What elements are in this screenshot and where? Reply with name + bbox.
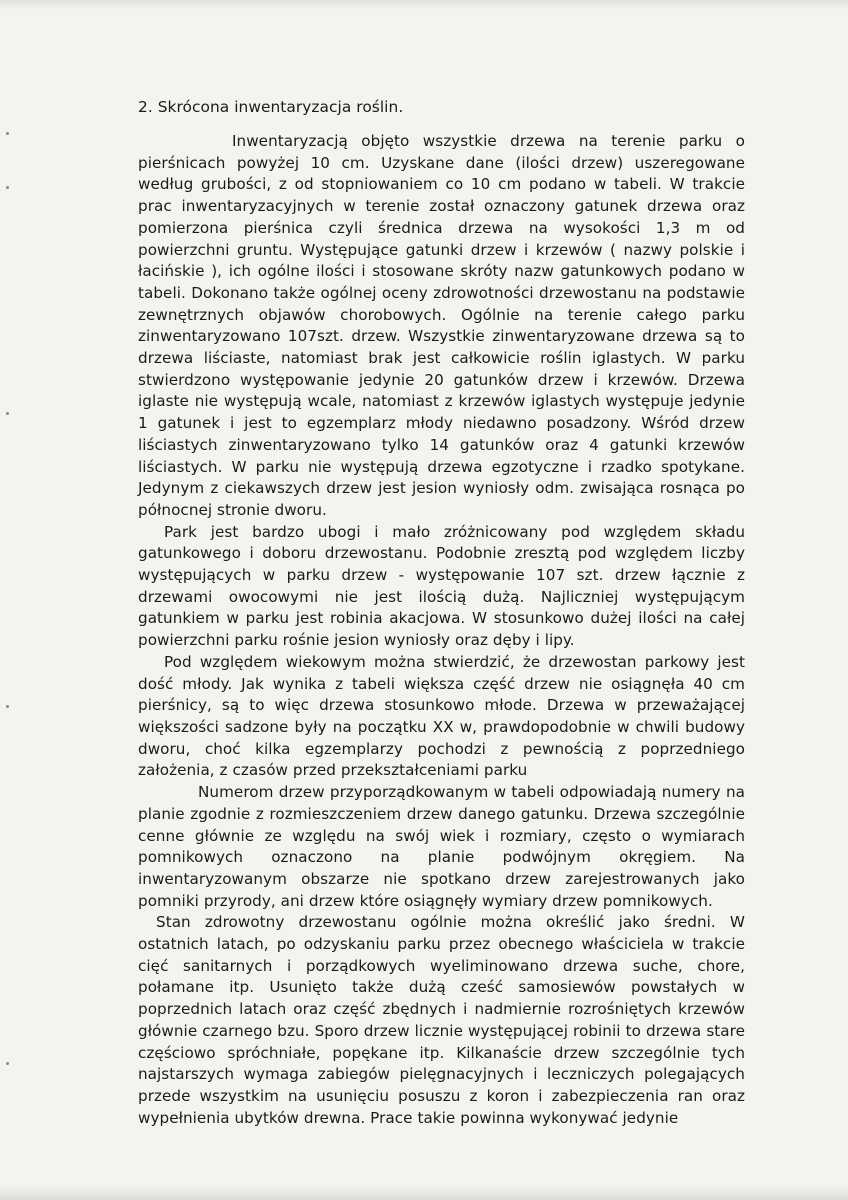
punch-hole-mark [6,132,9,135]
scan-edge-bottom [0,1186,848,1200]
section-heading: 2. Skrócona inwentaryzacja roślin. [138,98,404,116]
paragraph-composition: Park jest bardzo ubogi i mało zróżnicowany pod względem składu gatunkowego i doboru drzewostanu. Podobnie zresztą pod względem liczby występujących w parku drzew - występowanie 107 szt. drzew łącznie z drzewami owocowymi nie jest ilością dużą. Najliczniej występującym gatunkiem w parku jest robinia akacjowa. W stosunkowo dużej ilości na całej powierzchni parku rośnie jesion wyniosły oraz dęby i lipy. [138,522,745,650]
paragraph-inventory: Inwentaryzacją objęto wszystkie drzewa na terenie parku o pierśnicach powyżej 10 cm. Uzyskane dane (ilości drzew) uszeregowane według grubości, z od stopniowaniem co 10 cm podano w tabeli. W trakcie prac inwentaryzacyjnych w terenie został oznaczony gatunek drzewa oraz pomierzona pierśnica czyli średnica drzewa na wysokości 1,3 m od powierzchni gruntu. Występujące gatunki drzew i krzewów ( nazwy polskie i łacińskie ), ich ogólne ilości i stosowane skróty nazw gatunkowych podano w tabeli. Dokonano także ogólnej oceny zdrowotności drzewostanu na podstawie zewnętrznych objawów chorobowych. Ogólnie na terenie całego parku zinwentaryzowano 107szt. drzew. Wszystkie zinwentaryzowane drzewa są to drzewa liściaste, natomiast brak jest całkowicie roślin iglastych. W parku stwierdzono występowanie jedynie 20 gatunków drzew i krzewów. Drzewa iglaste nie występują wcale, natomiast z krzewów iglastych występuje jedynie 1 gatunek i jest to egzemplarz młody niedawno posadzony. Wśród drzew liściastych zinwentaryzowano tylko 14 gatunków oraz 4 gatunki krzewów liściastych. W parku nie występują drzewa egzotyczne i rzadko spotykane. Jedynym z ciekawszych drzew jest jesion wyniosły odm. zwisająca rosnąca po północnej stronie dworu. [138,132,745,519]
punch-hole-mark [6,412,9,415]
punch-hole-mark [6,705,9,708]
punch-hole-mark [6,1062,9,1065]
punch-hole-mark [6,186,9,189]
paragraph-numbering: Numerom drzew przyporządkowanym w tabeli odpowiadają numery na planie zgodnie z rozmieszczeniem drzew danego gatunku. Drzewa szczególnie cenne głównie ze względu na swój wiek i rozmiary, często o wymiarach pomnikowych oznaczono na planie podwójnym okręgiem. Na inwentaryzowanym obszarze nie spotkano drzew zarejestrowanych jako pomniki przyrody, ani drzew które osiągnęły wymiary drzew pomnikowych. [138,783,745,910]
paragraph-health: Stan zdrowotny drzewostanu ogólnie można określić jako średni. W ostatnich latach, po odzyskaniu parku przez obecnego właściciela w trakcie cięć sanitarnych i porządkowych wyeliminowano drzewa suche, chore, połamane itp. Usunięto także dużą cześć samosiewów powstałych w poprzednich latach oraz część zbędnych i nadmiernie rozrośniętych krzewów głównie czarnego bzu. Sporo drzew licznie występującej robinii to drzewa stare częściowo spróchniałe, popękane itp. Kilkanaście drzew szczególnie tych najstarszych wymaga zabiegów pielęgnacyjnych i leczniczych polegających przede wszystkim na usunięciu posuszu z koron i zabezpieczenia ran oraz wypełnienia ubytków drewna. Prace takie powinna wykonywać jedynie [138,913,745,1127]
document-body [138,96,745,1129]
paragraph-age: Pod względem wiekowym można stwierdzić, że drzewostan parkowy jest dość młody. Jak wynika z tabeli większa część drzew nie osiągnęła 40 cm pierśnicy, są to więc drzewa stosunkowo młode. Drzewa w przeważającej większości sadzone były na początku XX w, prawdopodobnie w chwili budowy dworu, choć kilka egzemplarzy pochodzi z pewnością z poprzedniego założenia, z czasów przed przekształceniami parku [138,652,745,780]
scan-edge-top [0,0,848,10]
